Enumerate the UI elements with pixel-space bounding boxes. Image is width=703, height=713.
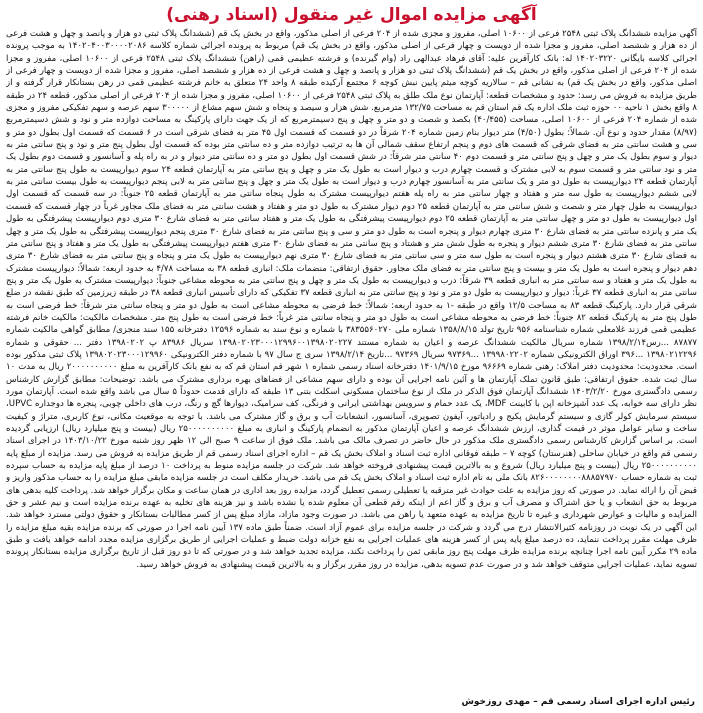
notice-signature: رئیس اداره اجرای اسناد رسمی قم – مهدی روزخوش — [461, 697, 695, 707]
notice-title: آگهی مزایده اموال غیر منقول (اسناد رهنی) — [166, 5, 537, 25]
notice-body: آگهی مزایده ششدانگ پلاک ثبتی ۲۵۴۸ فرعی از ۱۰۶۰۰ اصلی، مفروز و مجزی شده از ۲۰۴ فرعی از اصلی مذکور، واقع در بخش یک قم (ششدانگ پلاک ثبتی دو هزار و پانصد و چهل و هشت فرعی از ده هزار و ششصد اصلی، مفروز و مجزا شده از دویست و چهار فرعی از اصلی مذکور، واقع در بخش یک قم) مربوط به پرونده اجرائی شماره کلاسه ۱۴۰۲۰۴۰۰۳۰۰۰۰۲۰۸۶ به موجب پرونده اجرائی کلاسه بایگانی ۱۴۰۲۰۳۲۲۰ له: بانک کارآفرین علیه: آقای فرهاد عبدالهی راد (وام گیرنده) و فرشته عظیمی قمی (راهن) ششدانگ پلاک ثبتی ۲۵۴۸ فرعی از ۱۰۶۰۰ اصلی، مفروز و مجزا شده از ۲۰۴ فرعی از اصلی مذکور، واقع در بخش یک قم (ششدانگ پلاک ثبتی دو هزار و پانصد و چهل و هشت فرعی از ده هزار و ششصد اصلی، مفروز و مجزا شده از دویست و چهار فرعی از اصلی مذکور، واقع در بخش یک قم) به نشانی قم – سالاریه کوچه میثم پایین نبش کوچه ۶ مجتمع آرکیده طبقه ۸ واحد ۲۴ متعلق به خانم فرشته عظیمی قمی در رهن بستانکار قرار گرفته و از طریق مزایده به فروش می رسد: حدود و مشخصات قطعه: آپارتمان نوع ملک طلق به پلاک ثبتی ۲۵۴۸ فرعی از ۱۰۶۰۰ اصلی، مفروز و مجزا شده از ۲۰۴ فرعی از اصلی مذکور، قطعه ۲۴ در طبقه ۸ واقع بخش ۱ ناحیه ۰۰ حوزه ثبت ملک اداره یک قم استان قم به مساحت ۱۳۲/۷۵ مترمربع. شش هزار و سیصد و پنجاه و شش سهم مشاع از ۳۰۰۰۰۰ سهم عرصه و سهم تفکیکی مفروز و مجزی شده از شماره ۲۰۴ فرعی از ۱۰۶۰۰ اصلی، مساحت (۴۰/۴۵۵) بکصد و شصت و دو متر و چهل و پنج دسیمترمربع که از یک جهت دارای پارکینگ به مساحت دوازده متر و نود و شش دسیمترمربع (۸/۹۷) مقدار حدود و نوع آن. شمالاً: بطول (۴/۵۰) متر دیوار بنام زمین شماره ۲۰۴ شرقاً در دو قسمت که قسمت اول ۴۵ متر به فضای شرقی است در ۶ قسمت که قسمت اول بطول دو متر و سی و هشت سانتی متر به فضای شرقی که قسمت های دوم و پنجم ارتفاع سقف شمالی آن ها به ترتیب دوازده متر و ده سانتی متر بوده که قسمت اول بطول پنج متر و نود و پنج سانتی متر به دیوار و سوم بطول یک متر و چهل و پنج سانتی متر و قسمت دوم ۴۰ سانتی متر شرقاً: در شش قسمت اول بطول دو متر و ده سانتی متر دیوار و در به راه پله و آسانسور و قسمت دوم بطول یک متر و نود سانتی متر و قسمت سوم به لابی مشترک و قسمت چهارم درب و دیوار است به طول یک متر و چهل و پنج سانتی متر به آپارتمان قطعه ۲۴ سوم دیوارپیست به طول پنج سانتی متر به آپارتمان قطعه ۲۴ دیوارپیست به طول دو متر و یک سانتی متر به آسانسور چهارم درب و دیوار است به طول یک متر و چهل و پنج سانتی متر به لابی پنجم دیوارپیست به طول بیست سانتی متر به لابی ششم دیوارپیست به طول سه متر و هفتاد و چهار سانتی متر به راه پله هفتم دیوارپیست مشترک به طول پنجاه سانتی متر به آپارتمان قطعه ۲۵ جنوباً: در سه قسمت که قسمت اول دیوارپیست به طول چهار متر و شصت و شش سانتی متر به آپارتمان قطعه ۲۵ دوم دیوار مشترک به طول دو متر و هفتاد و هشت سانتی متر به فضای ملک مجاور غرباً در چهار قسمت که قسمت اول دیوارپیست به طول دو متر و چهل سانتی متر به آپارتمان قطعه ۲۵ دوم دیوارپیست پیشرفتگی به طول یک متر و هفتاد سانتی متر به فضای شارع ۳۰ متری دوم دیوارپیست پیشرفتگی به طول یک متر و پانزده سانتی متر به فضای شارع ۳۰ متری چهارم دیوار و پنجره است به طول دو متر و سی و پنج سانتی متر به فضای شارع ۳۰ متری پنجم دیوارپیست پیشرفتگی به طول یک متر و چهل سانتی متر به فضای شارع ۳۰ متری ششم دیوار و پنجره به طول شش متر و هشتاد و پنج سانتی متر به فضای شارع ۳۰ متری هفتم دیوارپیست پیشرفتگی به طول یک متر و هفتاد و پنج سانتی متر به فضای شارع ۳۰ متری هشتم دیوار و پنجره است به طول سه متر و سی سانتی متر به فضای شارع ۳۰ متری نهم دیوارپیست به طول یک متر و پنجاه و پنج سانتی متر به فضای شارع ۳۰ متری دهم دیوار و پنجره است به طول یک متر و بیست و پنج سانتی متر به فضای ملک مجاور. حقوق ارتفاقی: منضمات ملک: انباری قطعه ۳۸ به مساحت ۴/۷۸ به حدود اربعه: شمالاً: دیوارپیست مشترک به طول یک متر و هفتاد و سه سانتی متر به انباری قطعه ۳۹ شرقاً: درب و دیوارپیست به طول یک متر و چهل و پنج سانتی متر به محوطه مشاعی جنوباً: دیوارپیست مشترک به طول یک متر و پنج سانتی متر به انباری قطعه ۳۷ غرباً: دیوار و دیوارپیست به طول دو متر و نود و پنج سانتی متر به انباری قطعه ۳۷ تفکیکی که دارای تأسیس انباری قطعه ۳۸ در طبقه زیرزمین که طبق نقشه در ضلع شرقی قرار دارد. پارکینگ قطعه ۸۳ به مساحت ۱۲/۵ واقع در طبقه -۱ به حدود اربعه: شمالاً: خط فرضی به محوطه مشاعی است به طول دو متر و پنجاه سانتی متر شرقاً: خط فرضی است به طول پنج متر به پارکینگ قطعه ۸۲ جنوباً: خط فرضی به محوطه مشاعی است به طول دو متر و پنجاه سانتی متر غرباً: خط فرضی است به طول پنج متر. مشخصات مالکیت: مالکیت خانم فرشته عظیمی قمی فرزند غلامعلی شماره شناسنامه ۹۵۶ تاریخ تولد ۱۳۵۸/۸/۱۵ شماره ملی ۳۸۳۵۵۶۰۲۷۰ با شماره و نوع سند به شماره ۱۲۵۹۶ دفترخانه ۱۵۵ سند منجزی/ مطابق گواهی مالکیت شماره ۸۷۸۷۷ ...رس۱۳۹۸/۲/۱۴ شماره سریال مالکیت ششدانگ عرصه و اعیان به شماره مستند ۱۳۹۸۰۲۰۲۳۰۰۰۱۲۹۹۶۰۰۱۳۹۸۰۲۰۲۲۷ سریال ۸۳۹۸۶ پ ۱۳۹۸۰۲۰۲ دفتر ... حقوقی و شماره ۱۳۹۸۰۲۱۲۲۹۶ ...۳۹۶ اوراق الکترونیکی شماره ۱۳۹۹۸۰۲۲۰۲ ...۹۷۳۶۹ سریال ۹۷۳۶۹ ...تاریخ ۱۳۹۸/۲/۱۴ سری ج سال ۹۷ با شماره دفتر الکترونیکی ۱۳۹۸۰۲۰۲۳۰۰۰۱۲۹۹۶۰ پلاک ثبتی مذکور بوده است. محدودیت: محدودیت دفتر املاک: رهنی شماره ۹۶۶۶۹ مورخ ۱۴۰۱/۹/۱۵ دفترخانه اسناد رسمی شماره ۱ شهر قم استان قم که به نفع بانک کارآفرین به مبلغ ۲۰۰۰۰۰۰۰۰۰۰ ریال به مدت ۱۰ سال ثبت شده. حقوق ارتفاقی: طبق قانون تملک آپارتمان ها و آئین نامه اجرایی آن بوده و دارای سهم مشاعی از فضاهای بهره برداری مشترک می باشد. توضیحات: مطابق گزارش کارشناس رسمی دادگستری مورخ ۱۴۰۳/۲/۲۰ ششدانگ آپارتمان فوق الذکر در ملک از نوع ساختمان مسکونی اسکلت بتنی ۱۳ طبقه که دارای قدمت حدوداً ۵ سال می باشد واقع شده است. آپارتمان مورد نظر دارای سه خوابه، یک عدد آشپزخانه اپن با کابینت MDF، یک عدد حمام و سرویس بهداشتی ایرانی و فرنگی، کف سرامیک، دیوارها گچ و رنگ، درب های داخلی چوبی، پنجره ها دوجداره UPVC، سیستم سرمایش کولر گازی و سیستم گرمایش پکیج و رادیاتور، آیفون تصویری، آسانسور، انشعابات آب و برق و گاز مشترک می باشد. با توجه به موقعیت مکانی، نوع کاربری، متراژ و کیفیت ساخت و سایر عوامل موثر در قیمت گذاری، ارزش ششدانگ عرصه و اعیان آپارتمان مذکور به انضمام پارکینگ و انباری به مبلغ ۲۵۰۰۰۰۰۰۰۰۰۰ ریال (بیست و پنج میلیارد ریال) ارزیابی گردیده است. بر اساس گزارش کارشناس رسمی دادگستری ملک مذکور در حال حاضر در تصرف مالک می باشد. ملک فوق از ساعت ۹ صبح الی ۱۲ ظهر روز شنبه مورخ ۱۴۰۳/۱۰/۲۲ در اجرای اسناد رسمی قم واقع در خیابان ساحلی (هنرستان) کوچه ۷ – طبقه فوقانی اداره ثبت اسناد و املاک بخش یک قم – اداره اجرای اسناد رسمی قم از طریق مزایده به فروش می رسد. مزایده از مبلغ پایه ۲۵۰۰۰۰۰۰۰۰۰۰ ریال (بیست و پنج میلیارد ریال) شروع و به بالاترین قیمت پیشنهادی فروخته خواهد شد. شرکت در جلسه مزایده منوط به پرداخت ۱۰ درصد از مبلغ پایه مزایده به حساب سپرده ثبت به شماره حساب ۸۲۶۰۰۰۰۰۰۰۰۸۸۸۵۷۹۷۰ بانک ملی به نام اداره ثبت اسناد و املاک بخش یک قم می باشد. خریدار مکلف است در جلسه مزایده مابقی مبلغ مزایده را به حساب مذکور واریز و قبض آن را ارائه نماید. در صورتی که روز مزایده به علت حوادث غیر مترقبه یا تعطیلی رسمی تعطیل گردد، مزایده روز بعد اداری در همان ساعت و مکان برگزار خواهد شد. پرداخت کلیه بدهی های مربوط به حق انشعاب و یا حق اشتراک و مصرف آب و برق و گاز اعم از اینکه رقم قطعی آن معلوم شده یا نشده باشد و نیز هزینه های تخلیه به عهده برنده مزایده است و نیم عشر و حق المزایده و مالیات و عوارض شهرداری و غیره تا تاریخ مزایده به عهده متعهد یا راهن می باشد. در صورت وجود مازاد، مازاد مبلغ پس از کسر مطالبات بستانکار و حقوق دولتی مسترد خواهد شد. این آگهی در یک نوبت در روزنامه کثیرالانتشار درج می گردد و شرکت در جلسه مزایده برای عموم آزاد است. ضمناً طبق ماده ۱۳۷ آیین نامه اجرا در صورتی که برنده مزایده بقیه مبلغ مزایده را ظرف مهلت مقرر پرداخت ننماید، ده درصد مبلغ پایه پس از کسر هزینه های عملیات اجرایی به نفع خزانه دولت ضبط و عملیات اجرایی از طریق برگزاری مزایده مجدد ادامه خواهد یافت و طبق ماده ۲۹ مکرر آیین نامه اجرا چنانچه برنده مزایده ظرف مهلت پنج روز مابقی ثمن را پرداخت نکند، مزایده تجدید خواهد شد و در صورتی که تا دو روز قبل از تاریخ برگزاری مزایده بستانکار پرونده تسویه نماید، عملیات اجرایی متوقف خواهد شد و در صورت عدم تسویه بدهی، مزایده در روز مقرر برگزار و به بالاترین قیمت پیشنهادی به فروش خواهد رسید. — [6, 29, 697, 570]
